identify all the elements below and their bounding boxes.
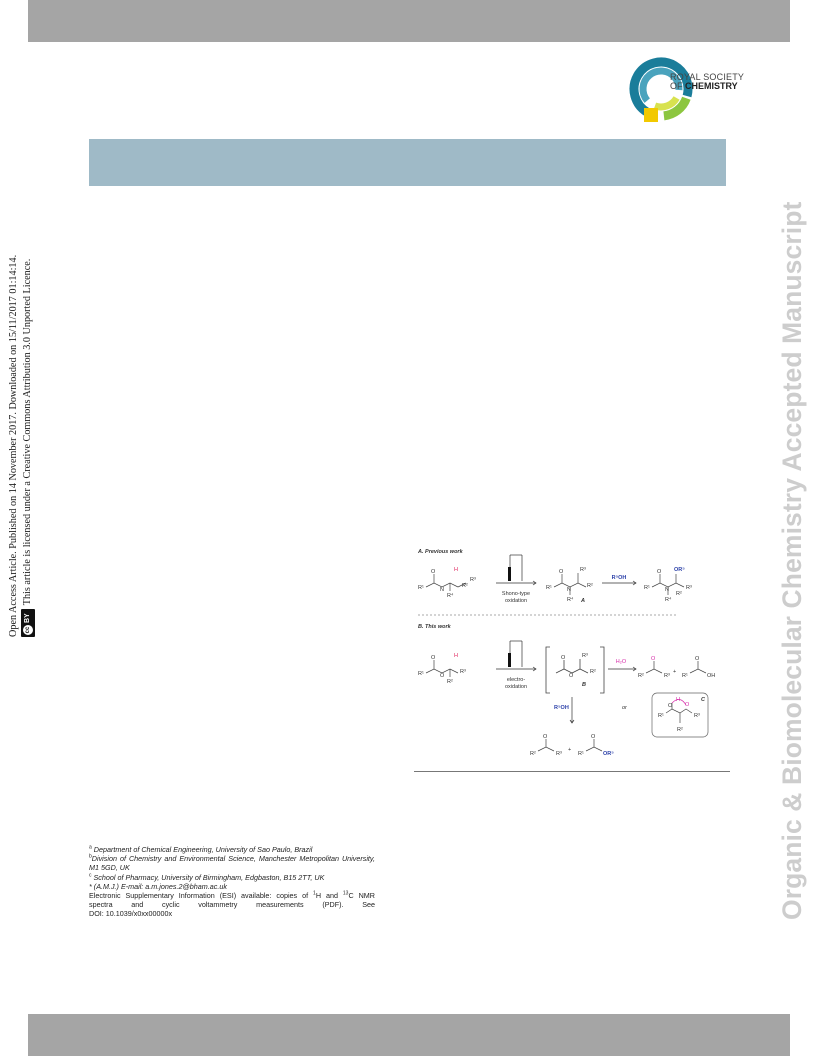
open-access-line-1 xyxy=(7,197,21,637)
plus-2: + xyxy=(568,747,572,753)
corresponding-email[interactable] xyxy=(89,882,375,891)
esi-text-1: Electronic Supplementary Information (ESI) available: copies of xyxy=(89,891,309,901)
b1-r2: R² xyxy=(447,679,453,685)
article-title-band xyxy=(89,139,726,186)
methanol-arrow-a xyxy=(602,581,636,585)
ester-b-o: O xyxy=(591,734,596,740)
logo-line-2 xyxy=(670,82,744,91)
reagent-r5oh-a: R⁵OH xyxy=(611,575,627,581)
plus-1: + xyxy=(673,669,677,675)
cc-icon: cc xyxy=(25,626,31,634)
or-label: or xyxy=(622,705,627,711)
b1-o: O xyxy=(440,673,445,679)
a1-h: H xyxy=(454,567,458,573)
rsc-logo-text xyxy=(670,73,744,91)
esi-sup-1: 1 xyxy=(313,890,316,897)
ketone-o: O xyxy=(651,656,656,662)
label-b: B xyxy=(582,682,586,688)
arrow-b-line1: electro- xyxy=(506,677,526,683)
logo-line-1: ROYAL SOCIETY xyxy=(670,72,745,82)
carbamate-structure-a xyxy=(426,574,466,591)
corresponding-email-text[interactable]: * (A.M.J.) E-mail: a.m.jones.2@bham.ac.uk xyxy=(89,881,227,891)
cc-by-badge[interactable] xyxy=(21,609,35,637)
a2-n: N xyxy=(567,587,571,593)
a1-r3: R³ xyxy=(470,577,476,583)
logo-line-2-prefix: OF xyxy=(670,81,683,91)
acid-oh: OH xyxy=(707,673,716,679)
ketone-r3: R³ xyxy=(664,673,670,679)
a3-n: N xyxy=(665,587,669,593)
a3-r3: R³ xyxy=(686,585,692,591)
c-r2: R² xyxy=(677,727,683,733)
licence-link[interactable]: This article is licensed under a Creative Commons Attribution 3.0 Unported Licence. xyxy=(22,258,33,606)
a2-r1: R¹ xyxy=(546,585,552,591)
b2-o: O xyxy=(569,673,574,679)
acid-product xyxy=(690,661,706,673)
hydrolysis-arrow xyxy=(608,667,636,671)
a3-o: O xyxy=(657,569,662,575)
b2-r3: R³ xyxy=(582,653,588,659)
esi-note-line-1 xyxy=(89,891,375,900)
electrolysis-arrow-a xyxy=(496,555,536,585)
esi-text-2: H and xyxy=(315,891,338,901)
open-access-text-1: Open Access Article. Published on 14 November 2017. Downloaded on 15/11/2017 01:14:14. xyxy=(8,254,19,637)
scheme-bottom-rule xyxy=(414,771,730,772)
b1-r1: R¹ xyxy=(418,671,424,677)
esi-text-3: C NMR xyxy=(348,891,375,901)
affiliation-b xyxy=(89,854,375,872)
ketone-product xyxy=(646,661,662,673)
c-r1: R¹ xyxy=(658,713,664,719)
logo-line-2-bold: CHEMISTRY xyxy=(685,81,738,91)
ester-product-b xyxy=(586,739,602,751)
reagent-r5oh-b: R⁵OH xyxy=(554,705,569,711)
a1-r1: R¹ xyxy=(418,585,424,591)
header-band xyxy=(28,0,790,42)
a1-o: O xyxy=(431,569,436,575)
ketone-b-r2: R² xyxy=(530,751,536,757)
esi-sup-2: 13 xyxy=(342,890,349,897)
ester-b-r1: R¹ xyxy=(578,751,584,757)
c-o: O xyxy=(685,702,690,708)
a2-r2: R² xyxy=(587,583,593,589)
c-r3: R³ xyxy=(694,713,700,719)
esi-note-line-2: spectra and cyclic voltammetry measurements (PDF). See xyxy=(89,900,375,910)
ketone-r2: R² xyxy=(638,673,644,679)
a3-or5: OR⁵ xyxy=(674,567,685,573)
ketone-b-r3: R³ xyxy=(556,751,562,757)
a3-r4: R⁴ xyxy=(665,597,672,603)
open-access-line-2 xyxy=(21,197,35,637)
a2-r4: R⁴ xyxy=(567,597,574,603)
b2-o-carbonyl: O xyxy=(561,655,566,661)
b2-r2: R² xyxy=(590,669,596,675)
a3-r1: R¹ xyxy=(644,585,650,591)
methanol-arrow-b xyxy=(570,697,574,723)
a1-n: N xyxy=(440,587,444,593)
ketone-b-o: O xyxy=(543,734,548,740)
label-c: C xyxy=(701,697,705,703)
a1-r2: R² xyxy=(462,583,468,589)
reagent-h2o: H₂O xyxy=(615,659,627,665)
scheme-label-b: B. This work xyxy=(418,624,451,630)
b1-o-carbonyl: O xyxy=(431,655,436,661)
affiliations-footnote xyxy=(89,845,375,919)
label-a: A xyxy=(581,598,585,604)
cc-badge-label: BY xyxy=(24,613,31,623)
b1-r3: R³ xyxy=(460,669,466,675)
affiliation-b-mark: b xyxy=(89,853,92,860)
a3-r2: R² xyxy=(676,591,682,597)
accepted-manuscript-watermark: Organic & Biomolecular Chemistry Accepted Manuscript xyxy=(777,201,807,920)
footer-band xyxy=(28,1014,790,1056)
c-o-left: O xyxy=(668,703,673,709)
b1-h: H xyxy=(454,653,458,659)
affiliation-a xyxy=(89,845,375,854)
affiliation-a-mark: a xyxy=(89,844,92,851)
affiliation-c xyxy=(89,873,375,882)
c-h: H xyxy=(676,697,680,703)
a2-r3: R³ xyxy=(580,567,586,573)
electrolysis-arrow-b xyxy=(496,641,536,671)
a2-o: O xyxy=(559,569,564,575)
acid-o: O xyxy=(695,656,700,662)
esi-doi[interactable]: DOI: 10.1039/x0xx00000x xyxy=(89,909,173,919)
ester-b-or5: OR⁵ xyxy=(603,751,614,757)
ketone-product-b xyxy=(538,739,554,751)
reaction-scheme xyxy=(414,543,730,775)
arrow-a-line1: Shono-type xyxy=(501,591,531,597)
affiliation-a-text: Department of Chemical Engineering, University of Sao Paulo, Brazil xyxy=(93,845,313,854)
arrow-a-line2: oxidation xyxy=(504,598,528,604)
affiliation-b-text: Division of Chemistry and Environmental Science, Manchester Metropolitan University, M1 5GD, UK xyxy=(89,854,375,873)
acid-r1: R¹ xyxy=(682,673,688,679)
affiliation-c-text: School of Pharmacy, University of Birmingham, Edgbaston, B15 2TT, UK xyxy=(93,872,325,882)
affiliation-c-mark: c xyxy=(89,872,92,879)
open-access-notice xyxy=(7,197,35,637)
arrow-b-line2: oxidation xyxy=(504,684,528,690)
a1-r4: R⁴ xyxy=(447,593,454,599)
scheme-label-a: A. Previous work xyxy=(418,549,463,555)
